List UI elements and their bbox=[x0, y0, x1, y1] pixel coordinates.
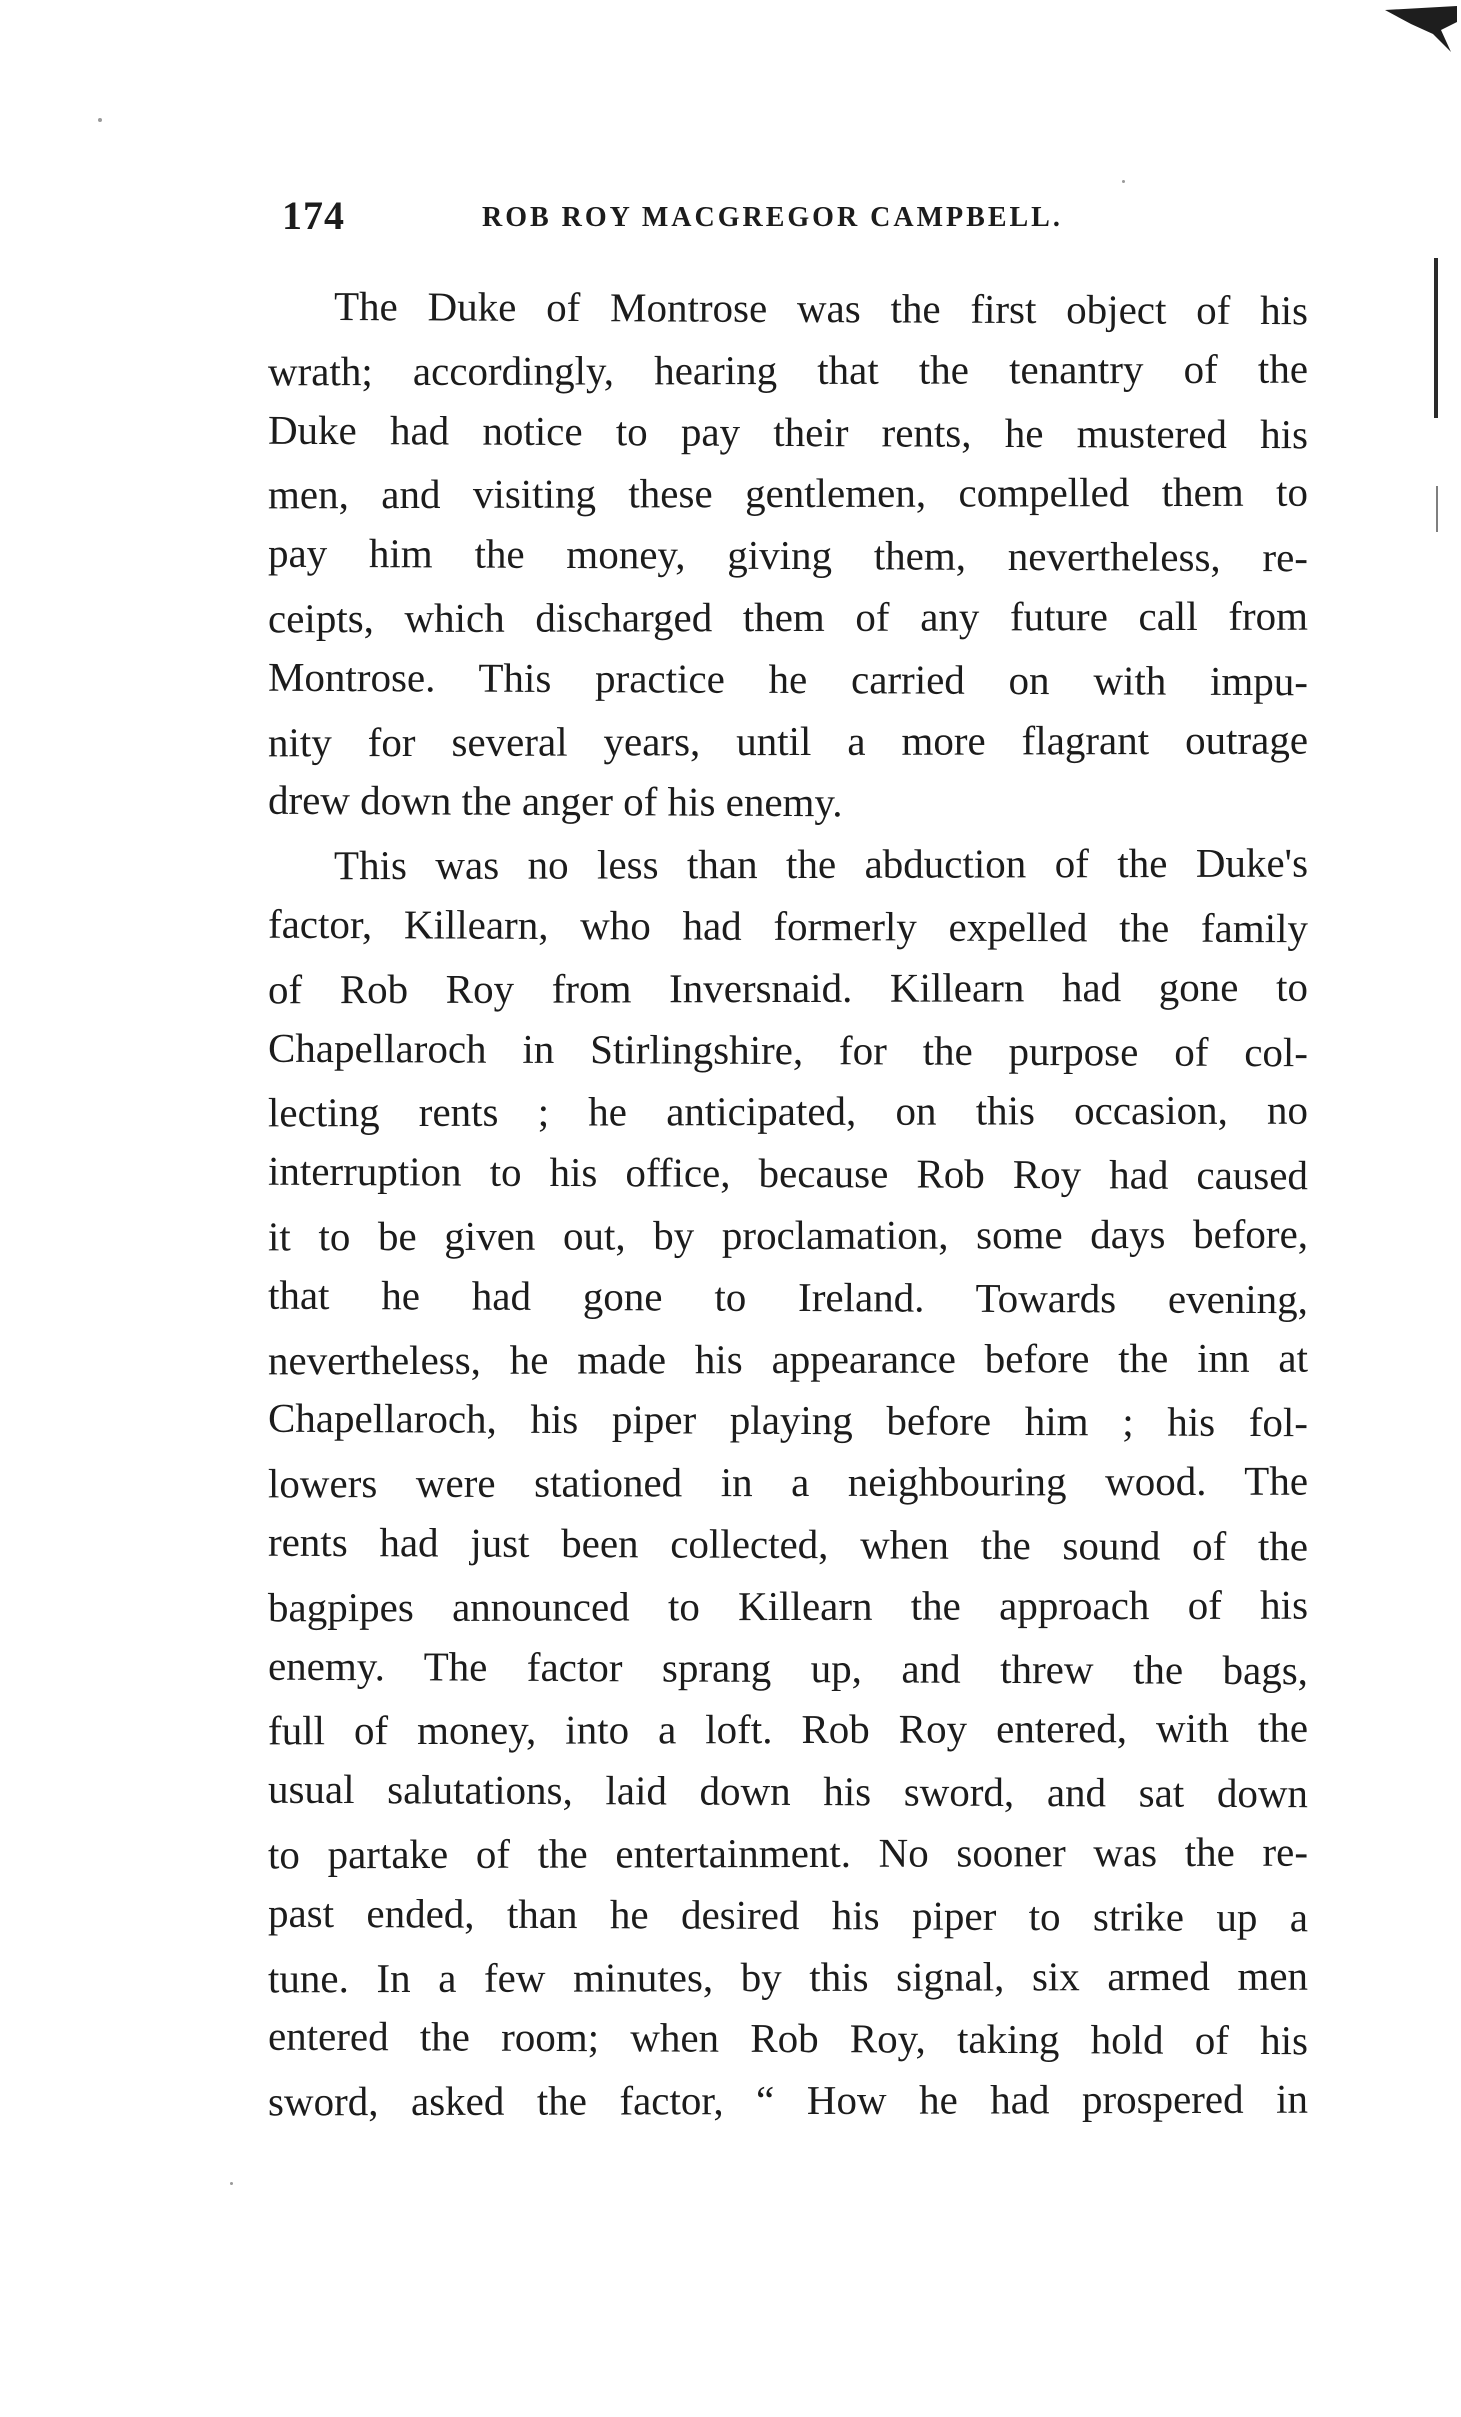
corner-scan-artifact bbox=[1381, 0, 1461, 70]
text-line: past ended, than he desired his piper to strike up a bbox=[267, 1889, 1309, 1940]
running-title: ROB ROY MACGREGOR CAMPBELL. bbox=[482, 202, 1063, 233]
text-line: full of money, into a loft. Rob Roy entered, with the bbox=[267, 1704, 1309, 1754]
text-line: enemy. The factor sprang up, and threw the bags, bbox=[267, 1642, 1309, 1693]
text-line: tune. In a few minutes, by this signal, six armed men bbox=[267, 1952, 1309, 2001]
text-line: pay him the money, giving them, nevertheless, re- bbox=[267, 529, 1309, 581]
paper-speck bbox=[230, 2182, 233, 2185]
text-line: The Duke of Montrose was the first object of his bbox=[333, 283, 1309, 334]
paper-speck bbox=[1122, 180, 1125, 183]
text-line: Duke had notice to pay their rents, he mustered his bbox=[267, 406, 1309, 457]
edge-scan-mark bbox=[1434, 258, 1438, 418]
text-line: it to be given out, by proclamation, some days before, bbox=[267, 1210, 1309, 1260]
text-line: entered the room; when Rob Roy, taking hold of his bbox=[267, 2013, 1309, 2064]
text-line: interruption to his office, because Rob Roy had caused bbox=[267, 1147, 1309, 1199]
paper-speck bbox=[98, 118, 102, 122]
text-line: bagpipes announced to Killearn the approach of his bbox=[267, 1581, 1309, 1631]
text-line: of Rob Roy from Inversnaid. Killearn had gone to bbox=[267, 963, 1309, 1013]
text-line: Montrose. This practice he carried on with impu- bbox=[267, 653, 1309, 705]
text-line: This was no less than the abduction of the Duke's bbox=[333, 839, 1309, 889]
text-line: wrath; accordingly, hearing that the tenantry of the bbox=[267, 345, 1309, 395]
text-line: sword, asked the factor, “ How he had prospered in bbox=[267, 2075, 1309, 2125]
text-line: that he had gone to Ireland. Towards evening, bbox=[267, 1271, 1309, 1323]
text-line: Chapellaroch in Stirlingshire, for the purpose of col- bbox=[267, 1024, 1309, 1075]
text-line: rents had just been collected, when the sound of the bbox=[267, 1518, 1309, 1570]
text-line: usual salutations, laid down his sword, and sat down bbox=[267, 1765, 1309, 1817]
page-header bbox=[282, 192, 1162, 252]
text-line: drew down the anger of his enemy. bbox=[267, 777, 843, 826]
edge-scan-mark bbox=[1436, 486, 1438, 532]
text-line: to partake of the entertainment. No sooner was the re- bbox=[267, 1828, 1309, 1878]
text-line: lecting rents ; he anticipated, on this occasion, no bbox=[267, 1086, 1309, 1136]
text-line: men, and visiting these gentlemen, compelled them to bbox=[267, 469, 1309, 518]
text-line: nity for several years, until a more flagrant outrage bbox=[267, 716, 1309, 765]
text-line: nevertheless, he made his appearance before the inn at bbox=[267, 1334, 1309, 1383]
text-line: ceipts, which discharged them of any future call from bbox=[267, 592, 1309, 642]
text-line: Chapellaroch, his piper playing before him ; his fol- bbox=[267, 1395, 1309, 1446]
text-line: factor, Killearn, who had formerly expelled the family bbox=[267, 900, 1309, 952]
text-line: lowers were stationed in a neighbouring wood. The bbox=[267, 1457, 1309, 1507]
body-text bbox=[268, 278, 1308, 2132]
page-number: 174 bbox=[282, 193, 345, 238]
